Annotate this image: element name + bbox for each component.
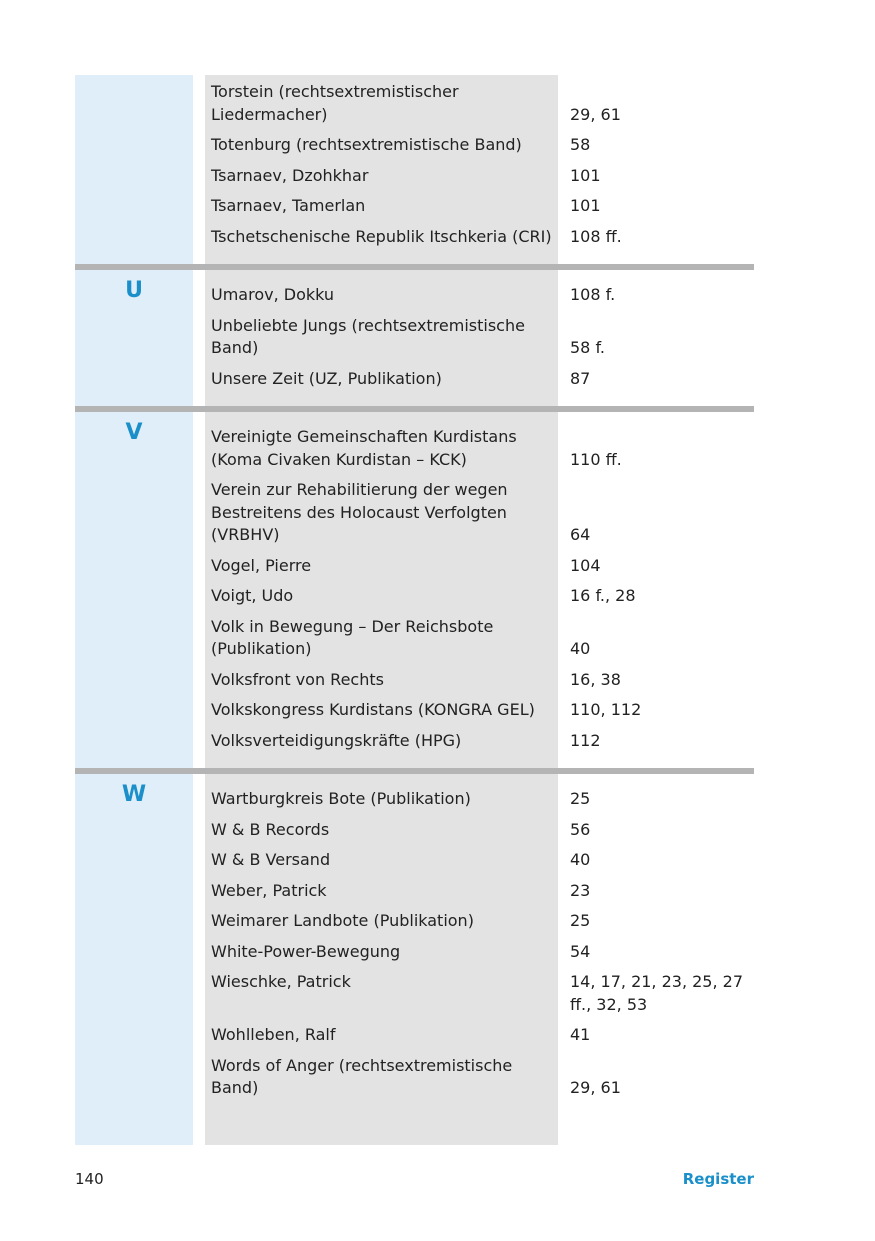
running-footer-title: Register [682,1170,754,1188]
entry-pages: 29, 61 [570,104,621,124]
entry-pages: 16 f., 28 [570,586,636,605]
index-section-u [75,270,754,406]
index-entry [205,941,754,964]
entry-pages: 25 [570,789,591,808]
entry-pages: 41 [570,1025,591,1044]
register-index [75,75,754,1145]
entry-pages: 101 [570,196,601,215]
entry-pages: 108 ff. [570,226,622,246]
index-entry [205,1024,754,1047]
entry-name: Voigt, Udo [211,586,294,605]
entry-pages: 112 [570,730,601,750]
entry-name: Volkskongress Kurdistans (KONGRA GEL) [211,700,535,719]
index-entry [205,555,754,578]
entry-pages: 108 f. [570,285,616,304]
entry-name: Volksfront von Rechts [211,669,384,689]
entry-name: Weber, Patrick [211,880,327,900]
index-entry [205,1055,754,1100]
entry-name: Umarov, Dokku [211,285,335,304]
entry-list [75,81,754,248]
entry-pages: 16, 38 [570,669,621,689]
index-entry [205,880,754,903]
entry-pages: 40 [570,639,591,658]
index-entry [205,819,754,842]
index-section-w [75,774,754,1145]
entry-name: Volksverteidigungskräfte (HPG) [211,730,462,750]
entry-name: Weimarer Landbote (Publikation) [211,911,474,930]
entry-pages: 40 [570,850,591,869]
entry-list [75,426,754,752]
index-entry [205,284,754,307]
entry-name: Wohlleben, Ralf [211,1025,336,1044]
entry-pages: 25 [570,911,591,930]
entry-name: Tschetschenische Republik Itschkeria (CRI) [211,226,552,246]
entry-name: W & B Versand [211,850,331,869]
index-entry [205,479,754,547]
entry-pages: 101 [570,165,601,185]
entry-name: Words of Anger (rechtsextremistische Band) [211,1055,513,1097]
index-entry [205,971,754,1016]
entry-pages: 58 f. [570,338,605,357]
index-entry [205,788,754,811]
index-entry [205,81,754,126]
index-entry [205,165,754,188]
section-letter: U [125,278,143,303]
index-entry [205,134,754,157]
index-entry [205,195,754,218]
entry-name: Wartburgkreis Bote (Publikation) [211,789,471,808]
index-entry [205,699,754,722]
entry-name: Unbeliebte Jungs (rechtsextremistische Band) [211,315,525,357]
index-section-v [75,412,754,768]
entry-name: Tsarnaev, Dzohkhar [211,165,369,185]
entry-name: Vereinigte Gemeinschaften Kurdistans (Koma Civaken Kurdistan – KCK) [211,427,517,469]
entry-name: W & B Records [211,819,330,839]
entry-pages: 87 [570,368,591,388]
section-letter: W [121,782,147,807]
entry-pages: 23 [570,880,591,900]
index-entry [205,730,754,753]
entry-pages: 58 [570,135,591,154]
index-entry [205,368,754,391]
index-section-t [75,75,754,264]
index-entry [205,585,754,608]
index-entry [205,669,754,692]
entry-pages: 104 [570,555,601,575]
entry-pages: 110 ff. [570,449,622,469]
entry-name: White-Power-Bewegung [211,941,401,961]
entry-pages: 14, 17, 21, 23, 25, 27 ff., 32, 53 [570,972,744,1014]
entry-name: Torstein (rechtsextremistischer Liedermacher) [211,82,459,124]
index-entry [205,616,754,661]
entry-pages: 29, 61 [570,1078,621,1097]
index-entry [205,226,754,249]
index-entry [205,910,754,933]
index-entry [205,849,754,872]
section-letter: V [125,420,143,445]
entry-pages: 56 [570,819,591,839]
entry-name: Wieschke, Patrick [211,972,351,991]
entry-name: Verein zur Rehabilitierung der wegen Bestreitens des Holocaust Verfolgten (VRBHV) [211,480,508,544]
index-entry [205,426,754,471]
entry-pages: 54 [570,941,591,961]
entry-name: Volk in Bewegung – Der Reichsbote (Publikation) [211,616,494,658]
entry-name: Unsere Zeit (UZ, Publikation) [211,368,442,388]
index-entry [205,315,754,360]
entry-name: Vogel, Pierre [211,555,312,575]
entry-list [75,284,754,390]
entry-pages: 110, 112 [570,700,642,719]
page-number: 140 [75,1170,104,1188]
entry-name: Tsarnaev, Tamerlan [211,196,366,215]
entry-pages: 64 [570,525,591,544]
entry-name: Totenburg (rechtsextremistische Band) [211,135,522,154]
entry-list [75,788,754,1100]
